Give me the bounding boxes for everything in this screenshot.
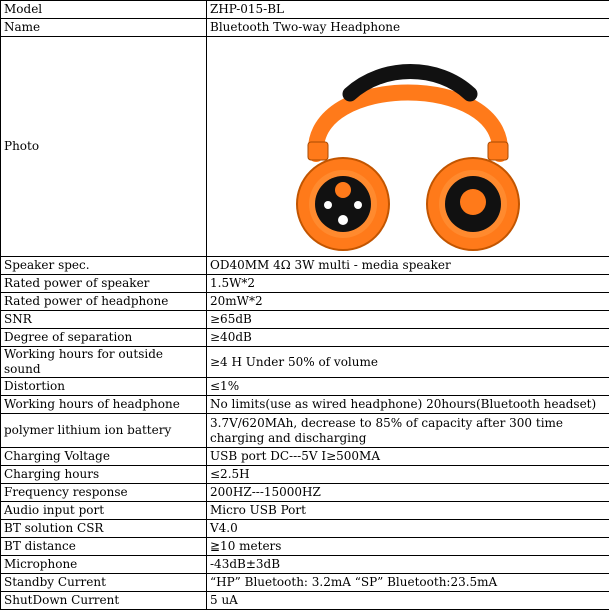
label-working-hours-headphone: Working hours of headphone [1, 396, 207, 414]
row-charging-hours [1, 466, 609, 484]
row-battery [1, 414, 609, 448]
label-separation: Degree of separation [1, 329, 207, 347]
row-working-hours-headphone [1, 396, 609, 414]
value-model: ZHP-015-BL [207, 1, 609, 19]
value-bt-distance: ≧10 meters [207, 538, 609, 556]
row-charging-voltage [1, 448, 609, 466]
label-working-hours-outside: Working hours for outside sound [1, 347, 207, 378]
row-model [1, 1, 609, 19]
row-separation [1, 329, 609, 347]
value-battery: 3.7V/620MAh, decrease to 85% of capacity after 300 time charging and discharging [207, 414, 609, 448]
label-bt-distance: BT distance [1, 538, 207, 556]
value-frequency-response: 200HZ---15000HZ [207, 484, 609, 502]
value-snr: ≥65dB [207, 311, 609, 329]
value-rated-power-headphone: 20mW*2 [207, 293, 609, 311]
row-photo [1, 37, 609, 257]
value-charging-hours: ≤2.5H [207, 466, 609, 484]
label-battery: polymer lithium ion battery [1, 414, 207, 448]
row-bt-distance [1, 538, 609, 556]
row-snr [1, 311, 609, 329]
label-charging-voltage: Charging Voltage [1, 448, 207, 466]
value-standby-current: “HP” Bluetooth: 3.2mA “SP” Bluetooth:23.5mA [207, 574, 609, 592]
right-hinge [488, 142, 508, 160]
label-frequency-response: Frequency response [1, 484, 207, 502]
row-distortion [1, 378, 609, 396]
label-shutdown-current: ShutDown Current [1, 592, 207, 610]
left-hinge [308, 142, 328, 160]
row-working-hours-outside [1, 347, 609, 378]
label-photo: Photo [1, 37, 207, 257]
row-frequency-response [1, 484, 609, 502]
label-name: Name [1, 19, 207, 37]
row-rated-power-speaker [1, 275, 609, 293]
row-bt-solution [1, 520, 609, 538]
row-shutdown-current [1, 592, 609, 610]
value-separation: ≥40dB [207, 329, 609, 347]
label-standby-current: Standby Current [1, 574, 207, 592]
row-rated-power-headphone [1, 293, 609, 311]
headphone-image [288, 42, 528, 252]
value-shutdown-current: 5 uA [207, 592, 609, 610]
label-speaker-spec: Speaker spec. [1, 257, 207, 275]
label-microphone: Microphone [1, 556, 207, 574]
label-snr: SNR [1, 311, 207, 329]
value-name: Bluetooth Two-way Headphone [207, 19, 609, 37]
row-microphone [1, 556, 609, 574]
label-rated-power-speaker: Rated power of speaker [1, 275, 207, 293]
row-name [1, 19, 609, 37]
row-standby-current [1, 574, 609, 592]
value-distortion: ≤1% [207, 378, 609, 396]
photo-cell [207, 37, 609, 257]
value-working-hours-outside: ≥4 H Under 50% of volume [207, 347, 609, 378]
value-microphone: -43dB±3dB [207, 556, 609, 574]
label-rated-power-headphone: Rated power of headphone [1, 293, 207, 311]
label-distortion: Distortion [1, 378, 207, 396]
row-speaker-spec [1, 257, 609, 275]
value-rated-power-speaker: 1.5W*2 [207, 275, 609, 293]
value-audio-input: Micro USB Port [207, 502, 609, 520]
headband [316, 92, 500, 154]
label-model: Model [1, 1, 207, 19]
row-audio-input [1, 502, 609, 520]
value-bt-solution: V4.0 [207, 520, 609, 538]
label-bt-solution: BT solution CSR [1, 520, 207, 538]
label-audio-input: Audio input port [1, 502, 207, 520]
value-speaker-spec: OD40MM 4Ω 3W multi - media speaker [207, 257, 609, 275]
value-charging-voltage: USB port DC---5V I≥500MA [207, 448, 609, 466]
left-ear-cup [297, 158, 389, 250]
label-charging-hours: Charging hours [1, 466, 207, 484]
value-working-hours-headphone: No limits(use as wired headphone) 20hours(Bluetooth headset) [207, 396, 609, 414]
right-ear-cup [427, 158, 519, 250]
